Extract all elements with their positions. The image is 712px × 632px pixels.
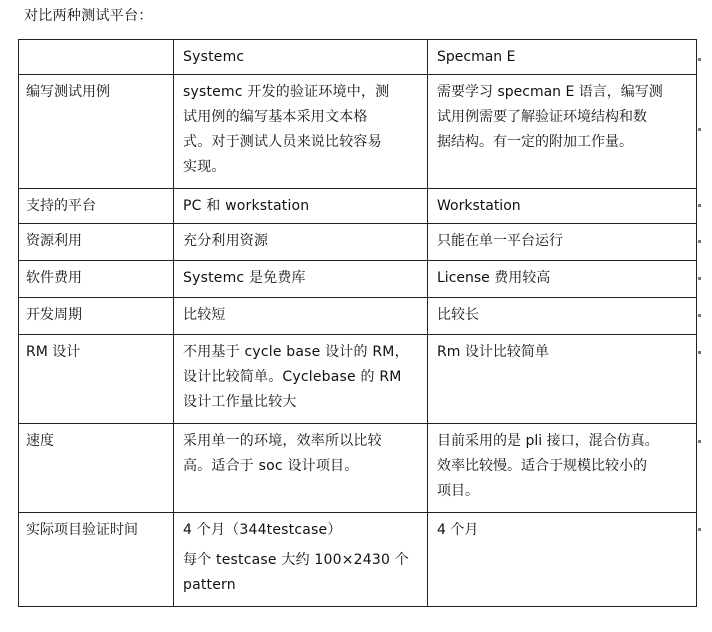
row-label-cell	[19, 298, 174, 335]
cell-text: Systemc 是免费库	[183, 270, 306, 286]
row-label-cell	[19, 224, 174, 261]
row-label: 资源利用	[26, 233, 82, 249]
cell-end-mark	[698, 204, 701, 207]
cell-text: 4 个月（344testcase）	[183, 522, 342, 538]
cell-text: Workstation	[437, 198, 521, 214]
table-header-row	[19, 40, 697, 75]
row-label: 开发周期	[26, 307, 82, 323]
cell-text: 只能在单一平台运行	[437, 233, 563, 249]
row-label: 支持的平台	[26, 198, 96, 214]
specman-cell	[428, 189, 697, 224]
header-cell-specman	[428, 40, 697, 75]
table-row	[19, 189, 697, 224]
table-row	[19, 513, 697, 607]
specman-cell	[428, 261, 697, 298]
cell-text: pattern	[183, 577, 236, 593]
cell-text: 设计比较简单。Cyclebase 的 RM	[183, 369, 402, 385]
cell-text: 高。适合于 soc 设计项目。	[183, 458, 359, 474]
systemc-cell	[174, 189, 428, 224]
cell-text: 比较长	[437, 307, 479, 323]
cell-end-mark	[698, 240, 701, 243]
cell-text: PC 和 workstation	[183, 198, 310, 214]
specman-cell	[428, 335, 697, 424]
cell-text: 充分利用资源	[183, 233, 269, 249]
table-row	[19, 298, 697, 335]
cell-end-mark	[698, 277, 701, 280]
header-systemc: Systemc	[183, 49, 245, 65]
cell-end-mark	[698, 351, 701, 354]
cell-text: 每个 testcase 大约 100×2430 个	[183, 552, 409, 568]
systemc-cell	[174, 335, 428, 424]
cell-text: 项目。	[437, 483, 479, 499]
cell-paragraph	[183, 518, 421, 543]
cell-text: 采用单一的环境，效率所以比较	[183, 433, 382, 449]
table-row	[19, 224, 697, 261]
specman-cell	[428, 424, 697, 513]
table-row	[19, 335, 697, 424]
systemc-cell	[174, 513, 428, 607]
row-label: 速度	[26, 433, 54, 449]
header-specman: Specman E	[437, 49, 516, 65]
cell-text: Rm 设计比较简单	[437, 344, 549, 360]
cell-text: 需要学习 specman E 语言，编写测	[437, 84, 663, 100]
cell-end-mark	[698, 528, 701, 531]
cell-text: systemc 开发的验证环境中，测	[183, 84, 390, 100]
cell-text: License 费用较高	[437, 270, 551, 286]
cell-text: 试用例需要了解验证环境结构和数	[437, 109, 647, 125]
row-label-cell	[19, 189, 174, 224]
row-label: RM 设计	[26, 344, 81, 360]
table-row	[19, 424, 697, 513]
cell-text: 比较短	[183, 307, 226, 323]
cell-text: 4 个月	[437, 522, 479, 538]
specman-cell	[428, 224, 697, 261]
cell-text: 式。对于测试人员来说比较容易	[183, 134, 382, 150]
cell-end-mark	[698, 314, 701, 317]
cell-text: 效率比较慢。适合于规模比较小的	[437, 458, 647, 474]
systemc-cell	[174, 424, 428, 513]
systemc-cell	[174, 224, 428, 261]
cell-text: 试用例的编写基本采用文本格	[183, 109, 368, 125]
systemc-cell	[174, 298, 428, 335]
comparison-table	[18, 39, 697, 607]
row-label-cell	[19, 513, 174, 607]
cell-end-mark	[698, 58, 701, 61]
row-label-cell	[19, 75, 174, 189]
header-cell-systemc	[174, 40, 428, 75]
systemc-cell	[174, 75, 428, 189]
row-label-cell	[19, 335, 174, 424]
caption: 对比两种测试平台：	[24, 8, 153, 24]
cell-end-mark	[698, 440, 701, 443]
row-label: 编写测试用例	[26, 84, 110, 100]
cell-text: 目前采用的是 pli 接口，混合仿真。	[437, 433, 659, 449]
specman-cell	[428, 298, 697, 335]
systemc-cell	[174, 261, 428, 298]
row-label-cell	[19, 424, 174, 513]
cell-text: 据结构。有一定的附加工作量。	[437, 134, 633, 150]
table-row	[19, 75, 697, 189]
table-row	[19, 261, 697, 298]
cell-paragraph	[183, 548, 421, 598]
row-label-cell	[19, 261, 174, 298]
cell-text: 实现。	[183, 159, 226, 175]
row-label: 实际项目验证时间	[26, 522, 138, 538]
header-cell-empty	[19, 40, 174, 75]
cell-end-mark	[698, 128, 701, 131]
row-label: 软件费用	[26, 270, 82, 286]
cell-text: 设计工作量比较大	[183, 394, 297, 410]
cell-text: 不用基于 cycle base 设计的 RM，	[183, 344, 409, 360]
specman-cell	[428, 75, 697, 189]
specman-cell	[428, 513, 697, 607]
